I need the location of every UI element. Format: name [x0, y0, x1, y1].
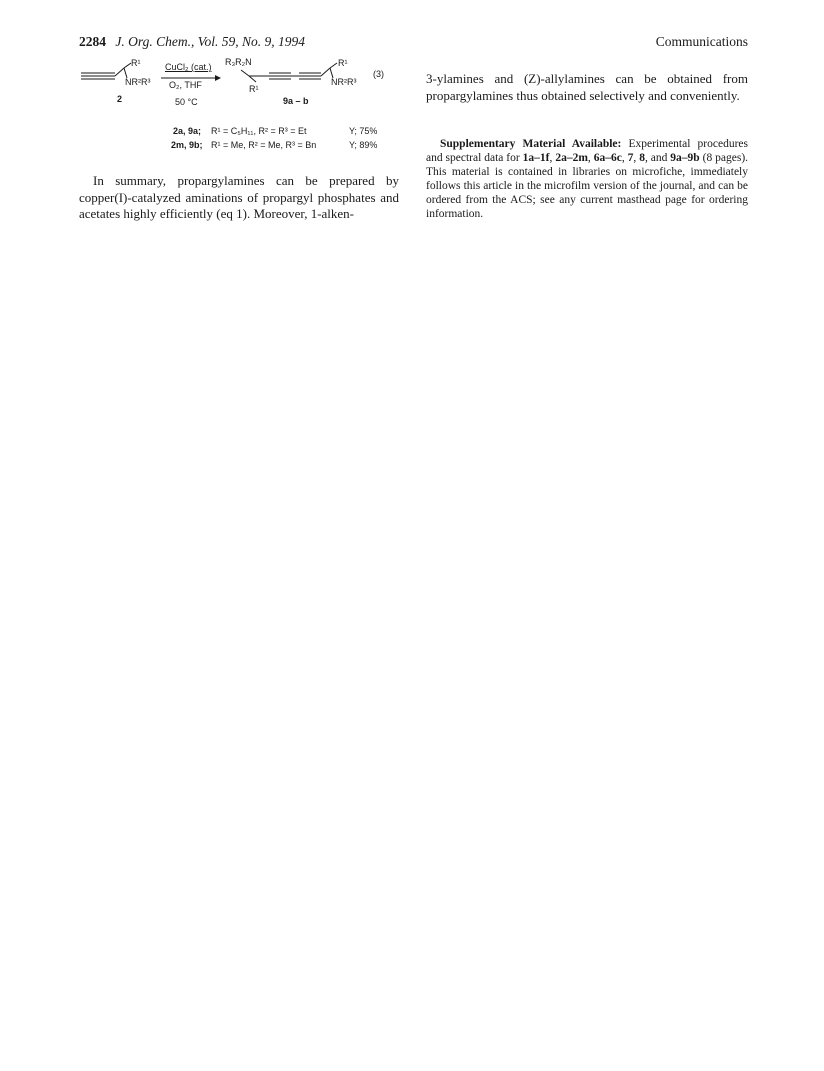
- product-bond-1: [241, 70, 249, 76]
- row2-substituents: R¹ = Me, R² = Me, R³ = Bn: [211, 140, 317, 150]
- page-number: 2284: [79, 34, 106, 49]
- row2-compounds: 2m, 9b;: [171, 140, 203, 150]
- separator-2: ,: [587, 152, 594, 164]
- supplementary-text-1: Experimental procedures and spectral data for: [426, 138, 748, 164]
- product-bond-4: [321, 68, 330, 76]
- separator-5: , and: [644, 152, 671, 164]
- journal-citation: J. Org. Chem., Vol. 59, No. 9, 1994: [115, 34, 305, 49]
- reaction-arrow-head: [215, 75, 221, 81]
- summary-paragraph: In summary, propargylamines can be prepared by copper(I)-catalyzed aminations of propargyl phosphates and acetates highly efficiently (eq 1). Moreover, 1-alken-: [79, 173, 399, 221]
- r1-label-bottom: R¹: [249, 84, 259, 94]
- compound-ref-5: 8: [639, 152, 645, 164]
- temperature-label: 50 °C: [175, 97, 198, 107]
- continuation-paragraph: 3-ylamines and (Z)-allylamines can be obtained from propargylamines thus obtained selectively and conveniently.: [426, 71, 748, 103]
- compound-ref-2: 2a–2m: [555, 152, 588, 164]
- separator-1: ,: [549, 152, 556, 164]
- supplementary-material: [426, 137, 748, 221]
- conditions-label: O₂, THF: [169, 80, 202, 90]
- compound-ref-3: 6a–6c: [593, 152, 622, 164]
- row1-substituents: R¹ = C₅H₁₁, R² = R³ = Et: [211, 126, 307, 136]
- separator-3: ,: [621, 152, 628, 164]
- left-bond-up: [115, 68, 124, 76]
- compound-2-label: 2: [117, 94, 123, 104]
- row2-yield: Y; 89%: [349, 140, 378, 150]
- equation-number: (3): [373, 69, 384, 79]
- r1-label-right: R¹: [338, 58, 348, 68]
- supplementary-text-2: (8 pages). This material is contained in libraries on microfiche, immediately follows this article in the microfilm version of the journal, and can be ordered from the ACS; see any current masthead page for ordering information.: [426, 152, 749, 220]
- section-title: Communications: [655, 34, 748, 49]
- supplementary-title: Supplementary Material Available:: [440, 138, 622, 150]
- compound-ref-4: 7: [627, 152, 634, 164]
- separator-4: ,: [633, 152, 640, 164]
- product-bond-r1: [249, 76, 256, 82]
- nr2r3-label-left: NR²R³: [125, 77, 151, 87]
- product-bond-r1-right: [330, 63, 337, 68]
- header-left: [79, 34, 305, 50]
- r3r2n-label: R₃R₂N: [225, 57, 252, 67]
- r1-label-left: R¹: [131, 58, 141, 68]
- row1-yield: Y; 75%: [349, 126, 378, 136]
- row1-compounds: 2a, 9a;: [173, 126, 202, 136]
- compound-ref-1: 1a–1f: [522, 152, 550, 164]
- catalyst-label: CuCl₂ (cat.): [165, 62, 212, 72]
- reaction-scheme: [79, 56, 409, 166]
- left-bond-r1: [124, 63, 131, 68]
- product-label: 9a – b: [283, 96, 309, 106]
- page-header: [79, 34, 748, 54]
- compound-ref-6: 9a–9b: [670, 152, 700, 164]
- nr2r3-label-right: NR²R³: [331, 77, 357, 87]
